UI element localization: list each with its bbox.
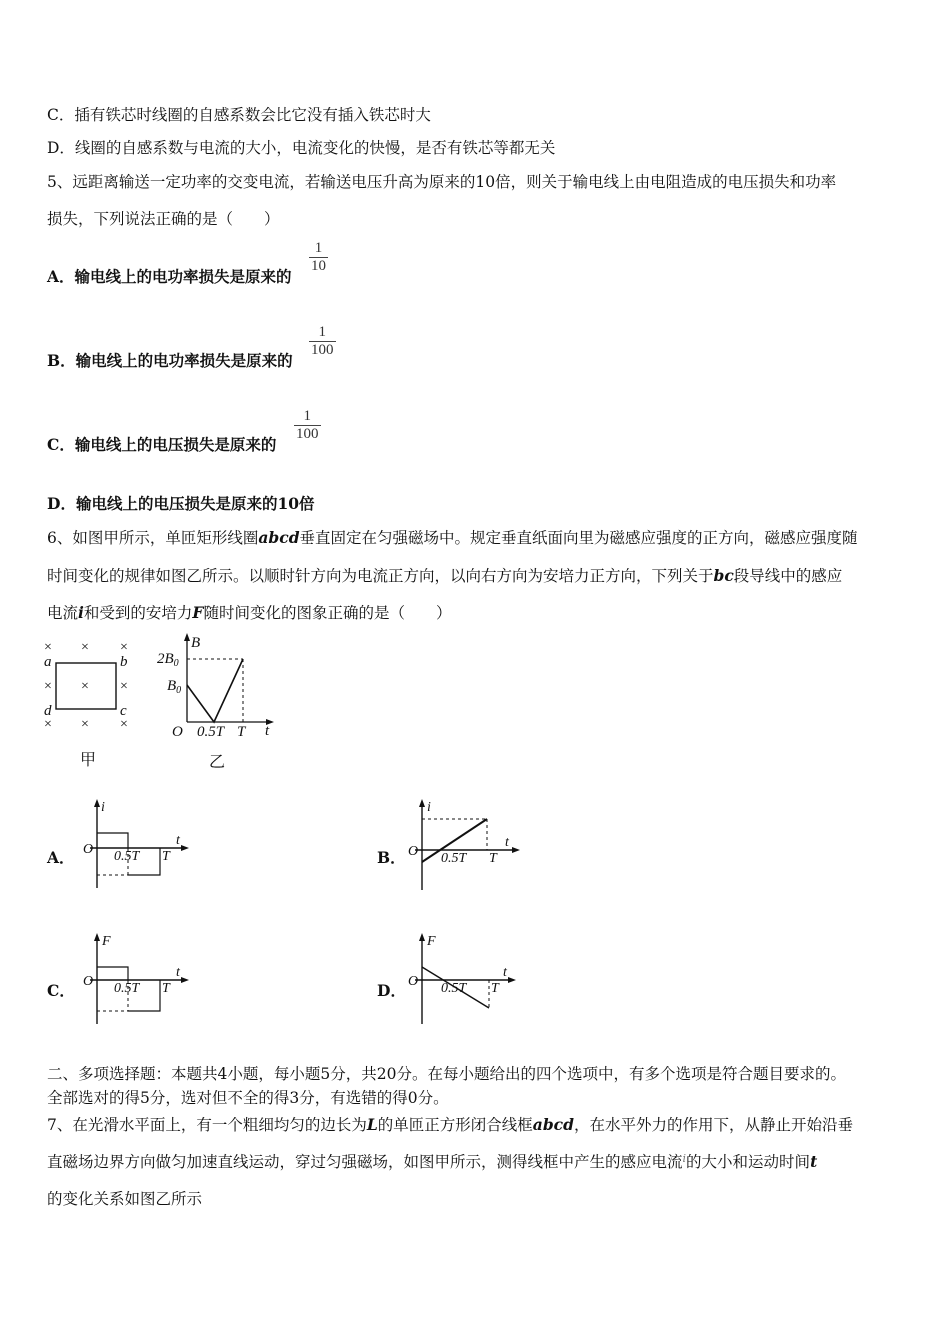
y-axis-arrow [94, 799, 100, 807]
text: 时间变化的规律如图乙所示。以顺时针方向为电流正方向，以向右方向为安培力正方向，下列关于 [47, 567, 714, 585]
text: 的单匝正方形闭合线框 [377, 1116, 533, 1134]
y-axis-label: B [191, 635, 201, 651]
tick-label-t: T [237, 724, 246, 740]
tick-label-half-t: 0.5T [441, 981, 467, 996]
x-axis-label: t [176, 833, 180, 848]
cross-mark: × [81, 640, 89, 655]
text: ，在水平外力的作用下，从静止开始沿垂 [573, 1116, 853, 1134]
y-axis-arrow [184, 633, 190, 641]
text: 直磁场边界方向做匀加速直线运动，穿过匀强磁场，如图甲所示，测得线框中产生的感应电流 [47, 1153, 683, 1171]
text: 电流 [47, 604, 79, 622]
tick-label-t: T [162, 981, 170, 996]
cross-mark: × [120, 717, 128, 732]
origin-label: O [408, 844, 419, 859]
y-axis-label: F [427, 934, 436, 949]
b-curve [187, 659, 243, 722]
figure-yi [155, 630, 285, 775]
q6-option-d-label: D． [377, 981, 406, 1000]
fraction-numerator: 1 [318, 324, 326, 340]
q5-option-a-fraction [309, 240, 328, 275]
tick-label-t: T [489, 851, 497, 866]
origin-label: O [83, 842, 94, 857]
var-abcd: abcd [258, 528, 300, 547]
y-axis-arrow [419, 799, 425, 807]
fraction-denominator: 100 [296, 426, 319, 442]
cross-mark: × [44, 679, 52, 694]
current-positive-segment [97, 833, 128, 848]
y-axis-label: i [101, 800, 105, 815]
x-axis-arrow [508, 977, 516, 983]
q6-stem-line1 [47, 526, 858, 548]
fraction-denominator: 100 [311, 342, 334, 358]
var-i: i [78, 603, 84, 622]
cross-mark: × [81, 679, 89, 694]
figure-yi-caption: 乙 [209, 754, 226, 771]
q5-option-a: A．输电线上的电功率损失是原来的 [47, 267, 292, 286]
text: 段导线中的感应 [733, 567, 843, 585]
text: 随时间变化的图象正确的是（ ） [203, 604, 452, 622]
cross-mark: × [120, 679, 128, 694]
corner-d: d [44, 703, 52, 719]
tick-label-half-t: 0.5T [441, 851, 467, 866]
cross-mark: × [81, 717, 89, 732]
q5-option-c: C．输电线上的电压损失是原来的 [47, 435, 277, 454]
tick-label-t: T [162, 849, 170, 864]
var-L: L [366, 1115, 378, 1134]
text: 6、如图甲所示，单匝矩形线圈 [47, 529, 259, 547]
var-i: i [682, 1152, 687, 1165]
text: 7、在光滑水平面上，有一个粗细均匀的边长为 [47, 1116, 367, 1134]
fraction-denominator: 10 [311, 258, 326, 274]
y-axis-label: F [102, 934, 111, 949]
q6-option-d-graph [405, 930, 525, 1028]
section2-instructions-line1: 二、多项选择题：本题共4小题，每小题5分，共20分。在每小题给出的四个选项中，有多个选项是符合题目要求的。 [47, 1065, 846, 1083]
cross-mark: × [44, 717, 52, 732]
q7-stem-line3: 的变化关系如图乙所示 [47, 1190, 203, 1208]
corner-c: c [120, 703, 127, 719]
origin-label: O [172, 724, 183, 740]
force-positive-segment [97, 967, 128, 980]
var-abcd: abcd [532, 1115, 574, 1134]
x-axis-arrow [181, 845, 189, 851]
cross-mark: × [44, 640, 52, 655]
q6-option-c-label: C． [47, 981, 75, 1000]
tick-label-b0: $B_0$ [167, 678, 182, 696]
var-bc: bc [713, 566, 734, 585]
text: 垂直固定在匀强磁场中。规定垂直纸面向里为磁感应强度的正方向，磁感应强度随 [299, 529, 858, 547]
x-axis-label: t [503, 965, 507, 980]
x-axis-label: t [265, 723, 270, 739]
origin-label: O [83, 974, 94, 989]
tick-label-t: T [491, 981, 499, 996]
q5-stem-line1: 5、远距离输送一定功率的交变电流，若输送电压升高为原来的10倍，则关于输电线上由电阻造成的电压损失和功率 [47, 173, 837, 191]
q6-option-b-label: B． [377, 848, 406, 867]
y-axis-label: i [427, 800, 431, 815]
q5-option-c-fraction [294, 408, 321, 443]
x-axis-arrow [181, 977, 189, 983]
q4-option-c: C．插有铁芯时线圈的自感系数会比它没有插入铁芯时大 [47, 106, 431, 124]
fraction-numerator: 1 [314, 240, 323, 256]
q6-option-c-graph [80, 930, 195, 1028]
text: 的大小和运动时间 [686, 1153, 811, 1171]
origin-label: O [408, 974, 419, 989]
figure-jia [40, 636, 150, 771]
x-axis-label: t [176, 965, 180, 980]
x-axis-label: t [505, 835, 509, 850]
var-F: F [192, 603, 204, 622]
var-t: t [810, 1152, 818, 1171]
cross-mark: × [120, 640, 128, 655]
tick-label-half-t: 0.5T [197, 724, 225, 740]
q6-option-a-graph [80, 796, 195, 894]
figure-jia-caption: 甲 [80, 752, 97, 769]
q5-option-b: B．输电线上的电功率损失是原来的 [47, 351, 293, 370]
q5-option-b-fraction [309, 324, 336, 359]
corner-a: a [44, 654, 52, 670]
tick-label-half-t: 0.5T [114, 981, 140, 996]
corner-b: b [120, 654, 128, 670]
q6-option-a-label: A． [47, 848, 75, 867]
q4-option-d: D．线圈的自感系数与电流的大小，电流变化的快慢，是否有铁芯等都无关 [47, 139, 556, 157]
tick-label-half-t: 0.5T [114, 849, 140, 864]
q6-stem-line3 [47, 601, 451, 623]
text: 和受到的安培力 [83, 604, 193, 622]
tick-label-2b0: $2B_0$ [157, 651, 179, 669]
y-axis-arrow [94, 933, 100, 941]
q6-stem-line2 [47, 564, 842, 586]
q5-option-d: D．输电线上的电压损失是原来的10倍 [47, 494, 315, 513]
y-axis-arrow [419, 933, 425, 941]
q7-stem-line2 [47, 1150, 817, 1172]
q5-stem-line2: 损失，下列说法正确的是（ ） [47, 210, 280, 228]
q6-option-b-graph [405, 796, 525, 894]
x-axis-arrow [512, 847, 520, 853]
section2-instructions-line2: 全部选对的得5分，选对但不全的得3分，有选错的得0分。 [47, 1089, 449, 1107]
fraction-numerator: 1 [303, 408, 311, 424]
q7-stem-line1 [47, 1113, 853, 1135]
